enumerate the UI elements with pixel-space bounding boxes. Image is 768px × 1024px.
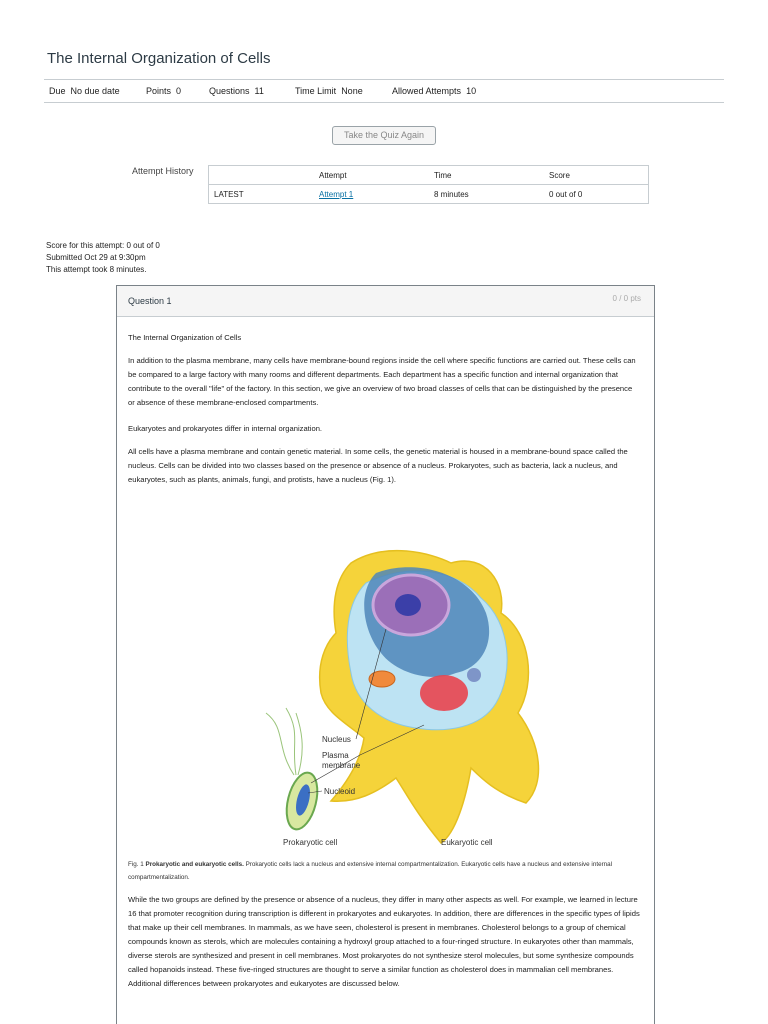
points-meta: Points 0 — [146, 86, 182, 96]
table-header-row — [209, 166, 649, 185]
questions-meta: Questions 11 — [209, 86, 264, 96]
due-meta: Due No due date — [49, 86, 120, 96]
question-points: 0 / 0 pts — [612, 294, 641, 303]
prokaryotic-cell-label: Prokaryotic cell — [283, 838, 338, 847]
golgi-shape — [420, 675, 468, 711]
attempt-time: 8 minutes — [429, 185, 544, 204]
question-body — [128, 331, 640, 988]
attempt-score: 0 out of 0 — [544, 185, 649, 204]
flagellum-shape — [266, 708, 302, 775]
page-title: The Internal Organization of Cells — [47, 50, 271, 67]
attempt-history-table — [208, 165, 649, 204]
figure-caption: Fig. 1 Prokaryotic and eukaryotic cells. Prokaryotic cells lack a nucleus and extensive internal compartmentalization. Eukaryotic cells have a nucleus and extensive internal compartmentalization. — [128, 861, 613, 881]
score-line: Score for this attempt: 0 out of 0 — [46, 241, 160, 250]
take-quiz-again-button[interactable]: Take the Quiz Again — [332, 126, 436, 145]
time-limit-meta: Time Limit None — [295, 86, 363, 96]
allowed-attempts-meta: Allowed Attempts 10 — [392, 86, 477, 96]
plasma-label: Plasma — [322, 751, 349, 760]
section-heading: The Internal Organization of Cells — [128, 333, 242, 342]
submitted-line: Submitted Oct 29 at 9:30pm — [46, 253, 146, 262]
divider — [44, 102, 724, 103]
latest-tag: LATEST — [209, 185, 315, 204]
attempt-summary — [46, 240, 160, 276]
column-header: Score — [544, 166, 649, 185]
duration-line: This attempt took 8 minutes. — [46, 265, 147, 274]
question-card — [116, 285, 655, 1024]
nucleolus-shape — [395, 594, 421, 616]
question-title: Question 1 — [128, 296, 172, 306]
vesicle-shape — [467, 668, 481, 682]
eukaryotic-cell-label: Eukaryotic cell — [441, 838, 493, 847]
attempt-history-label: Attempt History — [132, 166, 194, 176]
column-header: Time — [429, 166, 544, 185]
table-row — [209, 185, 649, 204]
nucleus-label: Nucleus — [322, 735, 351, 744]
attempt-link[interactable]: Attempt 1 — [319, 189, 354, 199]
divider — [44, 79, 724, 80]
membrane-label: membrane — [322, 761, 361, 770]
column-header — [209, 166, 315, 185]
paragraph: In addition to the plasma membrane, many cells have membrane-bound regions inside the cell where specific functions are carried out. These cells can be compared to a large factory with many rooms and different departments. Each department has a specific function and internal organization that contribute to the overall "life" of the factory. In this section, we give an overview of two broad classes of cells that can be distinguished by the presence or absence of these membrane-enclosed compartments. — [128, 356, 636, 407]
cell-figure — [256, 543, 556, 855]
paragraph: While the two groups are defined by the presence or absence of a nucleus, they differ in many other aspects as well. For example, we learned in lecture 16 that promoter recognition during transcription is different in prokaryotes and eukaryotes. In addition, there are differences in the specific types of lipids that make up their cell membranes. In mammals, as we have seen, cholesterol is present in membranes. Cholesterol belongs to a group of chemical compounds known as sterols, which are molecules containing a hydroxyl group attached to a four-ringed structure. In eukaryotes other than mammals, diverse sterols are synthesized and present in cell membranes. Most prokaryotes do not synthesize sterol molecules, but some synthesize compounds called hopanoids instead. These five-ringed structures are thought to serve a similar function as cholesterol does in mammalian cell membranes. Additional differences between prokaryotes and eukaryotes are discussed below. — [128, 895, 640, 988]
mitochondrion-shape — [369, 671, 395, 687]
paragraph: All cells have a plasma membrane and contain genetic material. In some cells, the genetic material is housed in a membrane-bound space called the nucleus. Cells can be divided into two classes based on the presence or absence of a nucleus. Prokaryotes, such as bacteria, lack a nucleus, and eukaryotes, such as plants, animals, fungi, and protists, have a nucleus (Fig. 1). — [128, 447, 628, 484]
question-header — [117, 286, 654, 317]
section-subheading: Eukaryotes and prokaryotes differ in internal organization. — [128, 424, 323, 433]
nucleoid-label: Nucleoid — [324, 787, 356, 796]
column-header: Attempt — [314, 166, 429, 185]
